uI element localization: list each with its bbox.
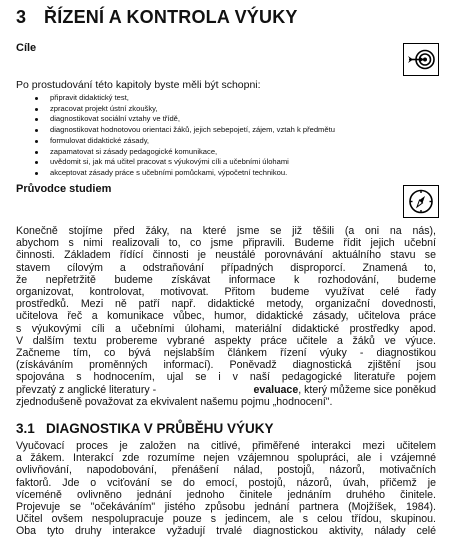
text-line: Začneme tím, co bývá nejslabším článkem řízení výuky - diagnostikou bbox=[16, 347, 436, 360]
chapter-title-text: ŘÍZENÍ A KONTROLA VÝUKY bbox=[44, 7, 298, 27]
text-line: činnosti. Základem řídící činnosti je neustálé porovnávání aktuálního stavu se bbox=[16, 249, 436, 262]
goal-item: diagnostikovat sociální vztahy ve třídě, bbox=[34, 114, 335, 125]
text-line: spojována s hodnocením, ujal se i v naší pedagogické literatuře pojem bbox=[16, 371, 436, 384]
text-line: a žákem. Interakcí zde rozumíme nejen vzájemnou spolupráci, ale i vzájemné bbox=[16, 452, 436, 465]
goal-item: diagnostikovat hodnotovou orientaci žáků, jejich sebepojetí, zájem, vztah k předmětu bbox=[34, 125, 335, 136]
goals-intro: Po prostudování této kapitoly byste měli být schopni: bbox=[16, 79, 261, 91]
goal-item: zapamatovat si zásady pedagogické komunikace, bbox=[34, 147, 335, 158]
text-fragment: převzatý z anglické literatury - bbox=[16, 383, 157, 396]
text-line: víceméně ovlivněno jednání jednoho činitele jednáním druhého činitele. bbox=[16, 488, 436, 501]
section-body-text bbox=[16, 440, 436, 538]
text-line: abychom s nimi realizovali to, co jsme připravili. Budeme řídit jejich učební bbox=[16, 237, 436, 250]
text-line: učitelova řeč a komunikace vůbec, humor, didaktické zásady, učitelova práce bbox=[16, 310, 436, 323]
text-line: Konečně stojíme před žáky, na které jsme se již těšili (a oni na nás), bbox=[16, 225, 436, 237]
goal-item: akceptovat zásady práce s učebními pomůckami, výpočetní technikou. bbox=[34, 168, 335, 179]
text-line: Učitel ovšem nespolupracuje pouze s jedincem, ale s celou třídou, skupinou. bbox=[16, 513, 436, 526]
text-line: V dalším textu probereme vybrané aspekty práce učitele a žáků ve výuce. bbox=[16, 334, 436, 347]
goals-list bbox=[34, 93, 335, 179]
text-line: Vyučovací proces je založen na citlivé, přiměřené interakci mezi učitelem bbox=[16, 440, 436, 452]
goal-item: připravit didaktický test, bbox=[34, 93, 335, 104]
text-line-with-term bbox=[16, 384, 436, 396]
study-guide-text bbox=[16, 225, 436, 408]
text-fragment: , který můžeme sice poněkud bbox=[298, 383, 436, 396]
chapter-number: 3 bbox=[16, 7, 27, 27]
study-guide-heading: Průvodce studiem bbox=[16, 183, 112, 195]
text-line: zjednodušeně považovat za ekvivalent našemu pojmu „hodnocení". bbox=[16, 395, 333, 408]
text-line: že nepřetržitě budeme získávat informace k rozhodování, budeme bbox=[16, 273, 436, 286]
text-line: Projevuje se "očekáváním" jistého způsobu jednání partnera (Mojžíšek, 1984). bbox=[16, 501, 436, 514]
goal-item: formulovat didaktické zásady, bbox=[34, 136, 335, 147]
text-line: organizovat, kontrolovat, motivovat. Přitom budeme využívat celé řady bbox=[16, 286, 436, 299]
goal-item: zpracovat projekt ústní zkoušky, bbox=[34, 104, 335, 115]
text-line: ovlivňování, napodobování, přenášení nálad, postojů, názorů, motivačních bbox=[16, 464, 436, 477]
chapter-title bbox=[16, 6, 298, 28]
target-icon bbox=[403, 43, 439, 76]
text-line: faktorů. Jde o vciťování se do emocí, postojů, názorů, úvah, přičemž je bbox=[16, 476, 436, 489]
term-wrapper bbox=[253, 384, 436, 396]
compass-icon bbox=[403, 185, 439, 218]
section-title-text: DIAGNOSTIKA V PRŮBĚHU VÝUKY bbox=[46, 421, 274, 436]
goal-item: uvědomit si, jak má učitel pracovat s výukovými cíli a učebními úlohami bbox=[34, 157, 335, 168]
text-line: prostředků. Mezi ně patří např. didaktické metody, organizační dovednosti, bbox=[16, 298, 436, 311]
text-line: s výukovými cíli a učebními úlohami, materiální didaktické prostředky apod. bbox=[16, 322, 436, 335]
text-line: (získáváním proměnných informací). Poněvadž diagnostická zjištění jsou bbox=[16, 359, 436, 372]
text-line: Oba tyto druhy interakce vyžadují trvalé diagnostickou aktivity, nálady celé bbox=[16, 525, 436, 538]
goals-heading: Cíle bbox=[16, 42, 37, 54]
text-line: stavem cílovým a odstraňování případných disproporcí. Znamená to, bbox=[16, 261, 436, 274]
section-title bbox=[16, 421, 274, 437]
term-evaluace: evaluace bbox=[253, 383, 299, 396]
section-number: 3.1 bbox=[16, 421, 35, 436]
